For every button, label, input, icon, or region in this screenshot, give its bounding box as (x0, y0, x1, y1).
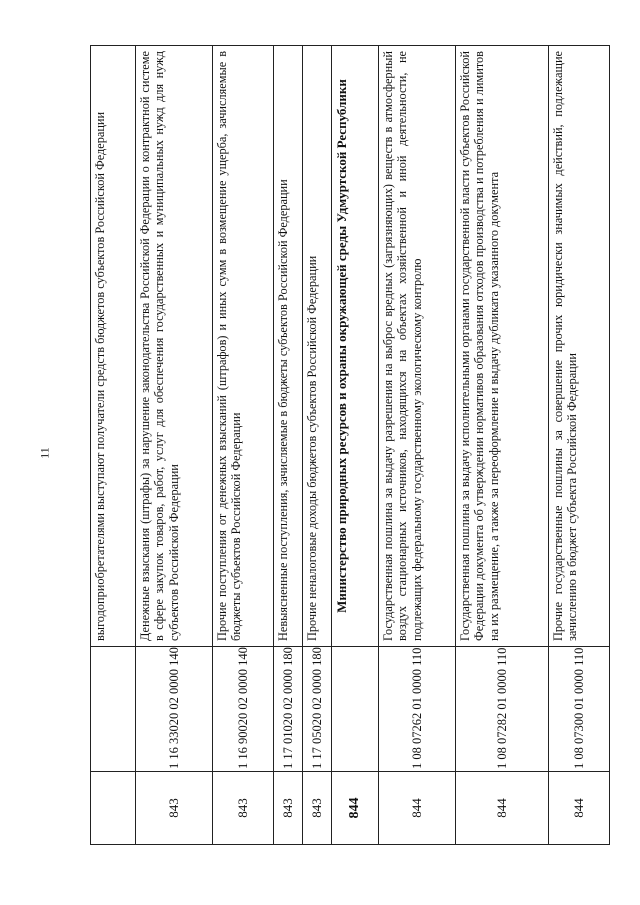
page-number: 11 (37, 447, 52, 459)
admin-code-cell: 844 (549, 772, 610, 845)
budget-code-cell: 1 17 01020 02 0000 180 (274, 647, 303, 772)
budget-code-cell: 1 08 07262 01 0000 110 (379, 647, 456, 772)
ministry-name-cell: Министерство природных ресурсов и охраны окружающей среды Удмуртской Республики (332, 46, 379, 647)
admin-code-cell: 843 (303, 772, 332, 845)
description-cell: Прочие поступления от денежных взысканий (штрафов) и иных сумм в возмещение ущерба, зачисляемые в бюджеты субъектов Российской Федерации (213, 46, 274, 647)
description-cell: Невыясненные поступления, зачисляемые в бюджеты субъектов Российской Федерации (274, 46, 303, 647)
description-cell: Прочие государственные пошлины за совершение прочих юридически значимых действий, подлежащие зачислению в бюджет субъекта Российской Федерации (549, 46, 610, 647)
rotated-table-container (90, 45, 590, 845)
description-cell: выгодоприобретателями выступают получатели средств бюджетов субъектов Российской Федерации (91, 46, 136, 647)
table-row (303, 46, 332, 845)
table-row (274, 46, 303, 845)
admin-code-cell: 843 (136, 772, 213, 845)
budget-code-cell: 1 17 05020 02 0000 180 (303, 647, 332, 772)
admin-code-cell: 843 (213, 772, 274, 845)
admin-code-cell: 843 (274, 772, 303, 845)
description-cell: Государственная пошлина за выдачу исполнительными органами государственной власти субъектов Российской Федерации документа об утверждении нормативов образования отходов производства и потребления и лимитов на их размещение, а также за переоформление и выдачу дубликата указанного документа (456, 46, 549, 647)
description-cell: Прочие неналоговые доходы бюджетов субъектов Российской Федерации (303, 46, 332, 647)
admin-code-cell: 844 (456, 772, 549, 845)
table-row (549, 46, 610, 845)
table-row (456, 46, 549, 845)
revenue-codes-table (90, 45, 610, 845)
admin-code-cell: 844 (332, 772, 379, 845)
budget-code-cell: 1 08 07300 01 0000 110 (549, 647, 610, 772)
budget-code-cell (332, 647, 379, 772)
budget-code-cell (91, 647, 136, 772)
description-cell: Государственная пошлина за выдачу разрешения на выброс вредных (загрязняющих) веществ в атмосферный воздух стационарных источников, находящихся на объектах хозяйственной и иной деятельности, не подлежащих федеральному государственному экологическому контролю (379, 46, 456, 647)
table-row (379, 46, 456, 845)
admin-code-cell (91, 772, 136, 845)
budget-code-cell: 1 16 33020 02 0000 140 (136, 647, 213, 772)
budget-code-cell: 1 08 07282 01 0000 110 (456, 647, 549, 772)
budget-code-cell: 1 16 90020 02 0000 140 (213, 647, 274, 772)
admin-code-cell: 844 (379, 772, 456, 845)
description-cell: Денежные взыскания (штрафы) за нарушение законодательства Российской Федерации о контрактной системе в сфере закупок товаров, работ, услуг для обеспечения государственных и муниципальных нужд для нужд субъектов Российской Федерации (136, 46, 213, 647)
table-row (213, 46, 274, 845)
table-row (91, 46, 136, 845)
table-row (136, 46, 213, 845)
ministry-header-row (332, 46, 379, 845)
